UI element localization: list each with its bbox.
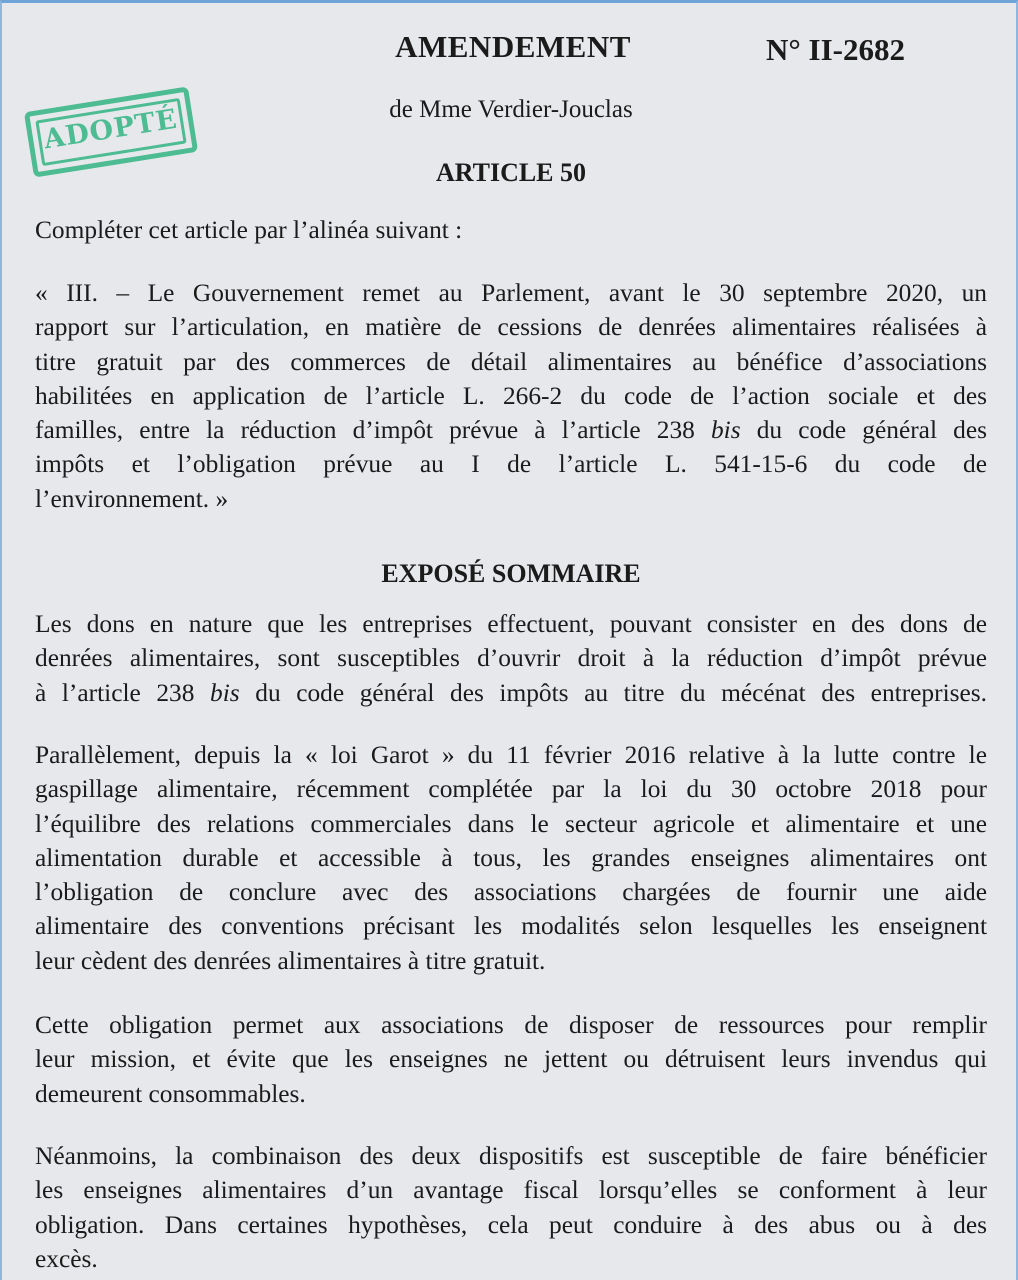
expose-paragraph-3: [35, 1008, 987, 1111]
paragraph-line: alimentaire des conventions précisant les modalités selon lesquelles les enseignent: [35, 912, 987, 941]
paragraph-line: Parallèlement, depuis la « loi Garot » du 11 février 2016 relative à la lutte contre le: [35, 741, 987, 769]
paragraph-line: alimentation durable et accessible à tous, les grandes enseignes alimentaires ont: [35, 843, 987, 872]
quote-line: titre gratuit par des commerces de détail alimentaires au bénéfice d’associations: [35, 347, 987, 376]
paragraph-text: du code général des impôts au titre du mécénat des entreprises.: [239, 678, 988, 707]
quote-italic: bis: [710, 416, 741, 445]
paragraph-line: excès.: [35, 1244, 98, 1273]
paragraph-line: [35, 676, 987, 710]
quote-line: rapport sur l’articulation, en matière de cessions de denrées alimentaires réalisées à: [35, 313, 987, 342]
paragraph-line: obligation. Dans certaines hypothèses, cela peut conduire à des abus ou à des: [35, 1210, 987, 1239]
paragraph-line: leur cèdent des denrées alimentaires à titre gratuit.: [35, 946, 546, 975]
expose-paragraph-2: [35, 738, 987, 978]
stamp-label: ADOPTÉ: [41, 103, 180, 156]
paragraph-line: denrées alimentaires, sont susceptibles d’ouvrir droit à la réduction d’impôt prévue: [35, 644, 987, 673]
amendment-lead: [35, 213, 987, 247]
paragraph-line: les enseignes alimentaires d’un avantage fiscal lorsqu’elles se conforment à leur: [35, 1176, 987, 1205]
quote-line: habilitées en application de l’article L. 266-2 du code de l’action sociale et des: [35, 381, 987, 410]
amendment-author: de Mme Verdier-Jouclas: [389, 96, 633, 123]
quote-line: [35, 413, 987, 447]
amendment-quote: [35, 276, 987, 516]
paragraph-line: l’équilibre des relations commerciales dans le secteur agricole et alimentaire et une: [35, 809, 987, 838]
paragraph-italic: bis: [210, 678, 240, 707]
quote-line: l’environnement. »: [35, 484, 229, 513]
expose-heading: EXPOSÉ SOMMAIRE: [381, 559, 641, 588]
amendment-number: N° II-2682: [766, 32, 905, 67]
paragraph-line: demeurent consommables.: [35, 1079, 306, 1108]
quote-line: « III. – Le Gouvernement remet au Parlement, avant le 30 septembre 2020, un: [35, 279, 987, 307]
paragraph-line: l’obligation de conclure avec des associations chargées de fournir une aide: [35, 878, 987, 907]
paragraph-line: gaspillage alimentaire, récemment complétée par la loi du 30 octobre 2018 pour: [35, 775, 987, 804]
expose-paragraph-4: [35, 1139, 987, 1276]
document-title: AMENDEMENT: [395, 29, 631, 64]
paragraph-line: Cette obligation permet aux associations de disposer de ressources pour remplir: [35, 1011, 987, 1039]
paragraph-line: Néanmoins, la combinaison des deux dispositifs est susceptible de faire bénéficier: [35, 1142, 987, 1170]
lead-line: Compléter cet article par l’alinéa suivant :: [35, 216, 463, 244]
quote-text: du code général des: [740, 416, 987, 445]
quote-line: impôts et l’obligation prévue au I de l’article L. 541-15-6 du code de: [35, 450, 987, 479]
quote-text: familles, entre la réduction d’impôt prévue à l’article 238: [35, 416, 711, 445]
article-heading: ARTICLE 50: [435, 158, 587, 187]
paragraph-line: Les dons en nature que les entreprises effectuent, pouvant consister en des dons de: [35, 610, 987, 638]
expose-paragraph-1: [35, 607, 987, 710]
paragraph-line: leur mission, et évite que les enseignes ne jettent ou détruisent leurs invendus qui: [35, 1045, 987, 1074]
paragraph-text: à l’article 238: [35, 678, 211, 707]
